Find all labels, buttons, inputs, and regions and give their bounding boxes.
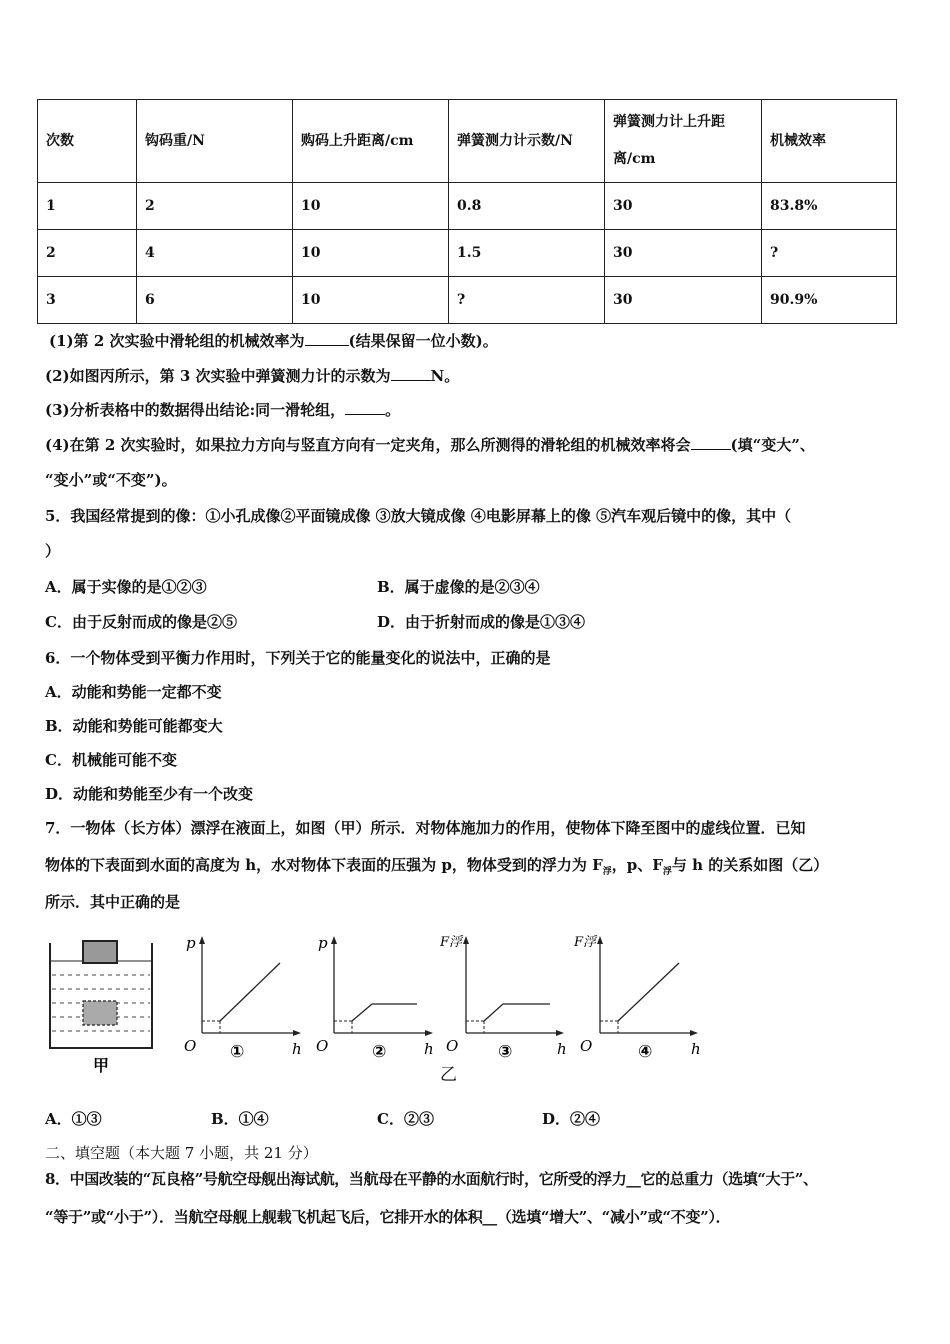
q4-sub2: [45, 365, 459, 387]
y-label: p: [318, 934, 328, 952]
answer-blank[interactable]: [691, 435, 731, 450]
q6-option-d[interactable]: D．动能和势能至少有一个改变: [45, 785, 254, 803]
q5-stem: 5．我国经常提到的像：①小孔成像②平面镜成像 ③放大镜成像 ④电影屏幕上的像 ⑤汽车观后镜中的像，其中（: [45, 507, 792, 525]
q4-sub4-line2: “变小”或“不变”)。: [45, 471, 177, 489]
table-cell: 10: [293, 277, 449, 324]
origin-label: O: [580, 1037, 593, 1055]
graph-number: ④: [638, 1042, 653, 1060]
graph-number: ②: [372, 1042, 387, 1060]
q5-stem-close: ）: [45, 542, 61, 560]
x-axis-arrow-icon: [425, 1030, 433, 1036]
y-axis-arrow-icon: [463, 936, 469, 944]
floating-block: [83, 941, 117, 963]
q4-sub4-tail: (填“变大”、: [730, 436, 815, 454]
subscript-fu: 浮: [602, 867, 612, 877]
table-header-cell: 购码上升距离/cm: [293, 100, 449, 183]
x-axis-arrow-icon: [690, 1030, 698, 1036]
q4-sub1-text: (1)第 2 次实验中滑轮组的机械效率为: [49, 332, 305, 350]
table-cell: 4: [137, 230, 293, 277]
section-heading: 二、填空题（本大题 7 小题，共 21 分）: [45, 1144, 318, 1162]
x-axis-arrow-icon: [293, 1030, 301, 1036]
origin-label: O: [316, 1037, 329, 1055]
table-cell: ?: [762, 230, 897, 277]
graph-number: ①: [230, 1042, 245, 1060]
q7-stem-1: 7．一物体（长方体）漂浮在液面上，如图（甲）所示．对物体施加力的作用，使物体下降至图中的虚线位置．已知: [45, 819, 806, 837]
graph-line: [352, 1004, 417, 1021]
y-axis-arrow-icon: [199, 936, 205, 944]
y-label: F浮: [574, 935, 597, 950]
graph-line: [618, 963, 679, 1021]
table-header-cell: 次数: [38, 100, 137, 183]
table-cell: 2: [38, 230, 137, 277]
x-axis-arrow-icon: [556, 1030, 564, 1036]
table-cell: 1: [38, 183, 137, 230]
q6-stem: 6．一个物体受到平衡力作用时，下列关于它的能量变化的说法中，正确的是: [45, 649, 551, 667]
table-cell: 0.8: [449, 183, 605, 230]
q4-sub3: [45, 399, 400, 421]
q4-sub4: [45, 434, 815, 456]
q7-option-c[interactable]: C．②③: [377, 1110, 434, 1128]
y-label: p: [186, 934, 196, 952]
q7-option-a[interactable]: A．①③: [45, 1110, 102, 1128]
x-label: h: [424, 1040, 434, 1058]
x-label: h: [292, 1040, 302, 1058]
table-cell: 90.9%: [762, 277, 897, 324]
q4-sub4-text: (4)在第 2 次实验时，如果拉力方向与竖直方向有一定夹角，那么所测得的滑轮组的机械效率将会: [45, 436, 691, 454]
table-cell: 2: [137, 183, 293, 230]
answer-blank[interactable]: [345, 400, 385, 415]
origin-label: O: [184, 1037, 197, 1055]
q5-option-c[interactable]: C．由于反射而成的像是②⑤: [45, 613, 237, 631]
q8-line-1: 8．中国改装的“瓦良格”号航空母舰出海试航，当航母在平静的水面航行时，它所受的浮力__它的总重力（选填“大于”、: [45, 1170, 818, 1188]
q6-option-b[interactable]: B．动能和势能可能都变大: [45, 717, 223, 735]
table-cell: 30: [605, 277, 762, 324]
graph-4: [574, 930, 704, 1060]
q7-stem-2: [45, 854, 828, 883]
graph-1: [180, 930, 310, 1060]
q7-stem-2-text: 与 h 的关系如图（乙）: [671, 856, 829, 874]
table-header-cell: 弹簧测力计示数/N: [449, 100, 605, 183]
table-cell: 10: [293, 230, 449, 277]
q8-line-2: “等于”或“小于”）．当航空母舰上舰载飞机起飞后，它排开水的体积__（选填“增大”、“减小”或“不变”）．: [45, 1208, 731, 1226]
x-label: h: [691, 1040, 701, 1058]
q4-sub1-tail: (结果保留一位小数)。: [348, 332, 498, 350]
q4-sub2-text: (2)如图丙所示，第 3 次实验中弹簧测力计的示数为: [45, 367, 391, 385]
table-cell: 6: [137, 277, 293, 324]
table-cell: ?: [449, 277, 605, 324]
experiment-table: [37, 99, 897, 324]
answer-blank[interactable]: [391, 366, 431, 381]
x-label: h: [557, 1040, 567, 1058]
figure-jia-label: 甲: [93, 1056, 110, 1075]
table-row: [38, 277, 897, 324]
q5-option-b[interactable]: B．属于虚像的是②③④: [377, 578, 540, 596]
q6-option-a[interactable]: A．动能和势能一定都不变: [45, 683, 222, 701]
table-cell: 30: [605, 183, 762, 230]
q4-sub2-tail: N。: [430, 367, 460, 385]
table-header-cell: 弹簧测力计上升距离/cm: [605, 100, 762, 183]
origin-label: O: [446, 1037, 459, 1055]
table-header-cell: 机械效率: [762, 100, 897, 183]
subscript-fu: 浮: [662, 867, 672, 877]
figure-jia: [45, 935, 165, 1075]
graph-line: [220, 963, 280, 1021]
q4-sub1: [49, 330, 498, 352]
q7-stem-2-text: ，p、F: [611, 856, 663, 874]
table-row: [38, 230, 897, 277]
graph-line: [484, 1004, 550, 1021]
graph-2: [312, 930, 442, 1060]
table-header-row: [38, 100, 897, 183]
q6-option-c[interactable]: C．机械能可能不变: [45, 751, 177, 769]
answer-blank[interactable]: [305, 331, 349, 346]
q7-stem-3: 所示．其中正确的是: [45, 893, 181, 911]
table-cell: 3: [38, 277, 137, 324]
q5-option-d[interactable]: D．由于折射而成的像是①③④: [377, 613, 586, 631]
table-header-cell: 钩码重/N: [137, 100, 293, 183]
table-cell: 10: [293, 183, 449, 230]
graph-3: [440, 930, 570, 1060]
q4-sub3-text: (3)分析表格中的数据得出结论:同一滑轮组，: [45, 401, 346, 419]
q7-option-d[interactable]: D．②④: [542, 1110, 601, 1128]
q7-stem-2-text: 物体的下表面到水面的高度为 h，水对物体下表面的压强为 p，物体受到的浮力为 F: [45, 856, 603, 874]
y-label: F浮: [440, 935, 463, 950]
q7-option-b[interactable]: B．①④: [211, 1110, 269, 1128]
y-axis-arrow-icon: [597, 936, 603, 944]
table-cell: 83.8%: [762, 183, 897, 230]
table-cell: 1.5: [449, 230, 605, 277]
y-axis-arrow-icon: [331, 936, 337, 944]
figure-yi-label: 乙: [440, 1065, 457, 1085]
table-cell: 30: [605, 230, 762, 277]
q5-option-a[interactable]: A．属于实像的是①②③: [45, 578, 207, 596]
q4-sub3-tail: 。: [385, 401, 401, 419]
table-row: [38, 183, 897, 230]
submerged-block-outline: [83, 1001, 117, 1025]
graph-number: ③: [498, 1042, 513, 1060]
